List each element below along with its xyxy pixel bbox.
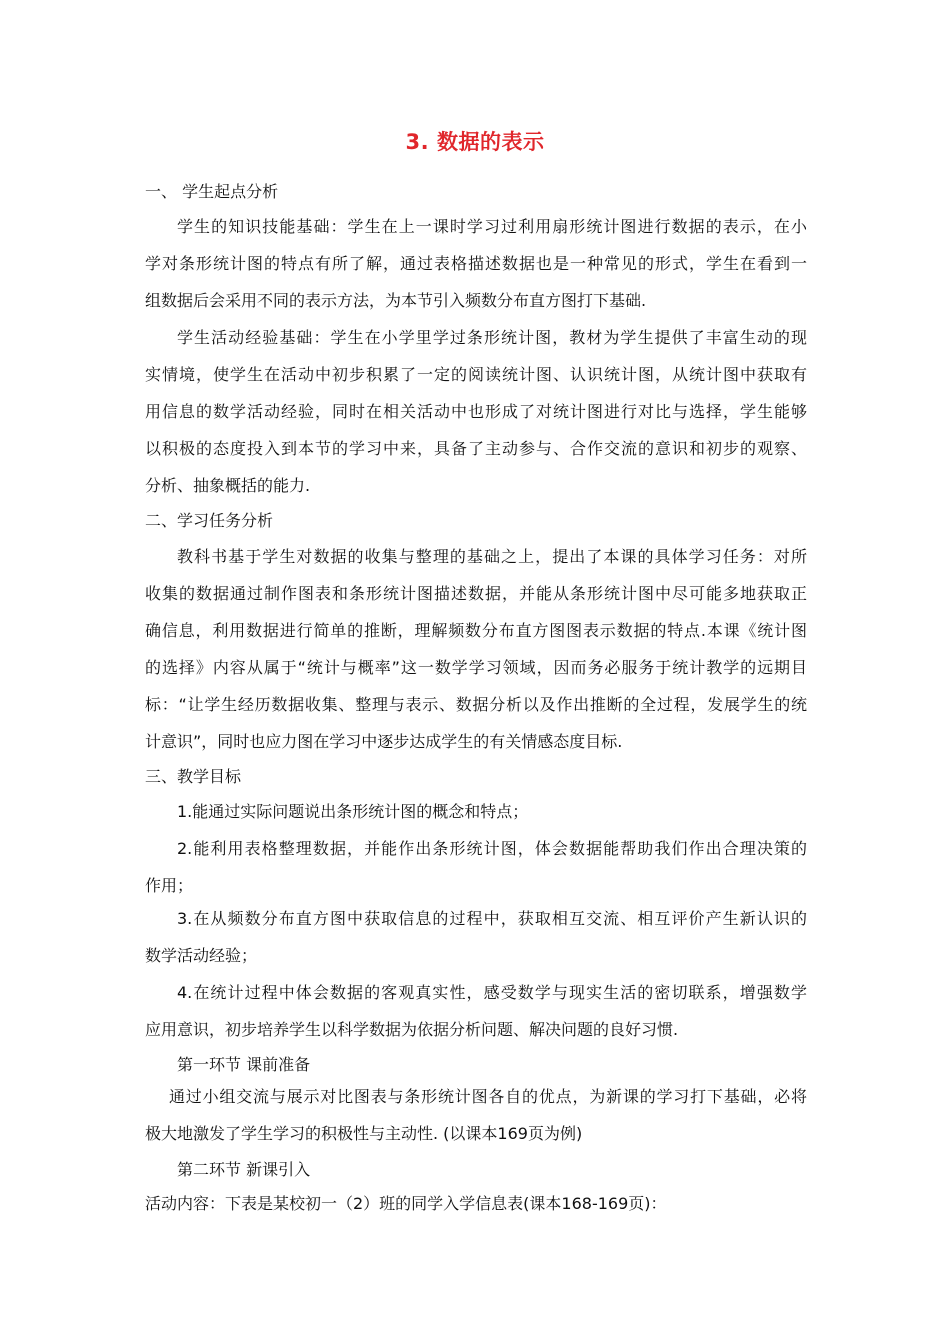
paragraph-line: 确信息，利用数据进行简单的推断，理解频数分布直方图图表示数据的特点.本课《统计图 [145, 621, 807, 640]
goal-item-continuation: 数学活动经验； [145, 946, 258, 965]
goal-item: 1.能通过实际问题说出条形统计图的概念和特点； [177, 802, 529, 821]
paragraph-line: 实情境，使学生在活动中初步积累了一定的阅读统计图、认识统计图，从统计图中获取有 [145, 365, 807, 384]
paragraph-line: 学生的知识技能基础：学生在上一课时学习过利用扇形统计图进行数据的表示，在小 [177, 217, 807, 236]
paragraph-line: 分析、抽象概括的能力. [145, 476, 311, 495]
activity-content: 活动内容：下表是某校初一（2）班的同学入学信息表(课本168-169页)： [145, 1194, 667, 1213]
section-heading-student-analysis: 一、 学生起点分析 [145, 182, 279, 201]
paragraph-line: 以积极的态度投入到本节的学习中来，具备了主动参与、合作交流的意识和初步的观察、 [145, 439, 807, 458]
paragraph-line: 标：“让学生经历数据收集、整理与表示、数据分析以及作出推断的全过程，发展学生的统 [145, 695, 807, 714]
stage-heading-introduction: 第二环节 新课引入 [177, 1160, 311, 1179]
goal-item-continuation: 应用意识，初步培养学生以科学数据为依据分析问题、解决问题的良好习惯. [145, 1020, 679, 1039]
document-title: 3. 数据的表示 [405, 130, 545, 154]
paragraph-line: 计意识”，同时也应力图在学习中逐步达成学生的有关情感态度目标. [145, 732, 623, 751]
goal-item-continuation: 作用； [145, 876, 194, 895]
paragraph-line: 学对条形统计图的特点有所了解，通过表格描述数据也是一种常见的形式，学生在看到一 [145, 254, 807, 273]
paragraph-line: 收集的数据通过制作图表和条形统计图描述数据，并能从条形统计图中尽可能多地获取正 [145, 584, 807, 603]
paragraph-line: 学生活动经验基础：学生在小学里学过条形统计图，教材为学生提供了丰富生动的现 [177, 328, 807, 347]
goal-item: 3.在从频数分布直方图中获取信息的过程中，获取相互交流、相互评价产生新认识的 [177, 909, 807, 928]
section-heading-task-analysis: 二、学习任务分析 [145, 511, 274, 530]
paragraph-line: 的选择》内容从属于“统计与概率”这一数学学习领域，因而务必服务于统计教学的远期目 [145, 658, 807, 677]
paragraph-line: 组数据后会采用不同的表示方法，为本节引入频数分布直方图打下基础. [145, 291, 647, 310]
paragraph-line: 教科书基于学生对数据的收集与整理的基础之上，提出了本课的具体学习任务：对所 [177, 547, 807, 566]
paragraph-line: 极大地激发了学生学习的积极性与主动性. (以课本169页为例) [145, 1124, 583, 1143]
paragraph-line: 通过小组交流与展示对比图表与条形统计图各自的优点，为新课的学习打下基础，必将 [169, 1087, 807, 1106]
section-heading-teaching-goals: 三、教学目标 [145, 767, 242, 786]
goal-item: 2.能利用表格整理数据，并能作出条形统计图，体会数据能帮助我们作出合理决策的 [177, 839, 807, 858]
stage-heading-preparation: 第一环节 课前准备 [177, 1055, 311, 1074]
goal-item: 4.在统计过程中体会数据的客观真实性，感受数学与现实生活的密切联系，增强数学 [177, 983, 807, 1002]
paragraph-line: 用信息的数学活动经验，同时在相关活动中也形成了对统计图进行对比与选择，学生能够 [145, 402, 807, 421]
